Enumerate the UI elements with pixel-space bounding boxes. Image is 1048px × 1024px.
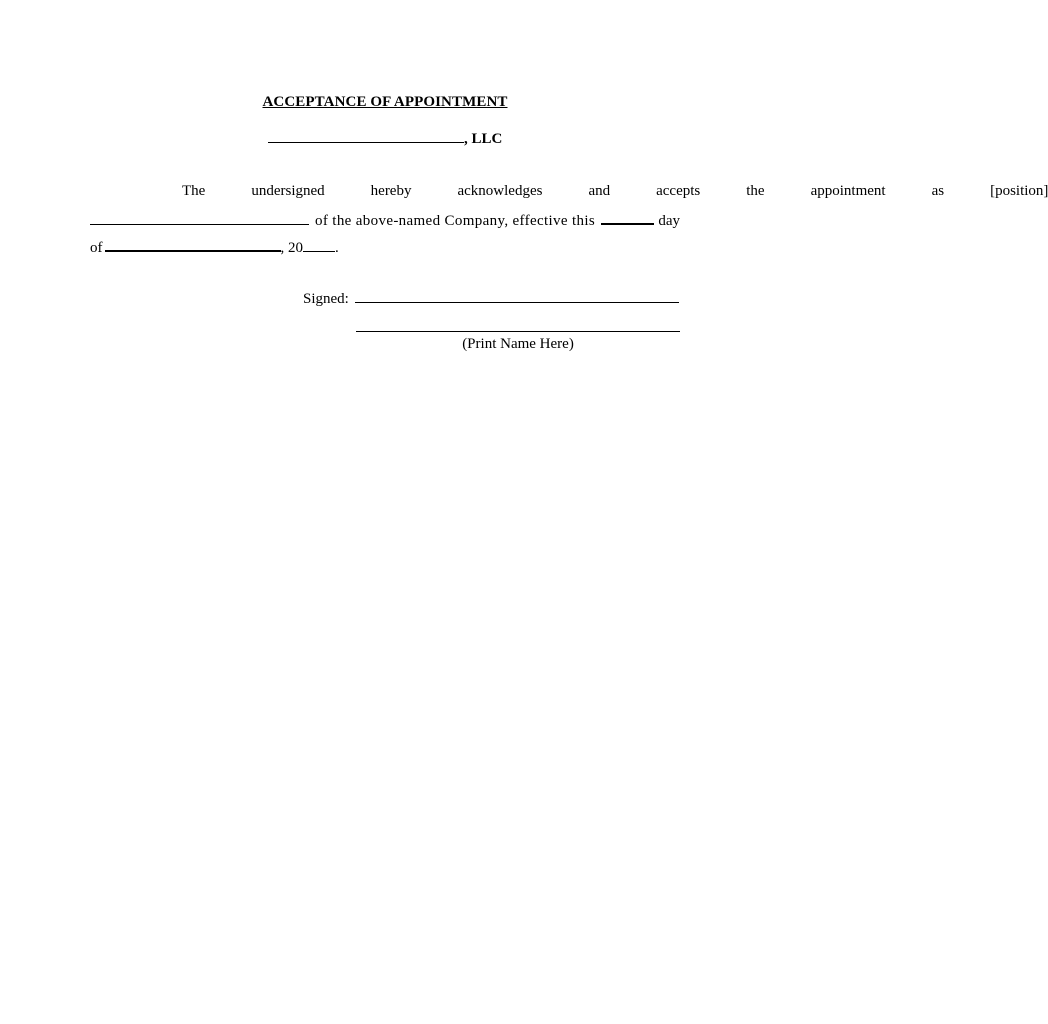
signature-line[interactable] bbox=[355, 290, 679, 303]
company-name-blank[interactable] bbox=[268, 130, 464, 143]
body-line-1 bbox=[90, 183, 1048, 200]
body-line-3 bbox=[90, 238, 339, 257]
day-blank[interactable] bbox=[601, 211, 654, 225]
body-text-company-effective: of the above-named Company, effective this bbox=[315, 213, 596, 229]
body-word: hereby bbox=[370, 183, 412, 199]
body-word: acknowledges bbox=[457, 183, 543, 199]
body-word: undersigned bbox=[251, 183, 325, 199]
year-blank[interactable] bbox=[303, 239, 335, 252]
print-name-label: (Print Name Here) bbox=[462, 336, 574, 352]
body-word: appointment bbox=[810, 183, 886, 199]
body-text-of: of bbox=[90, 240, 103, 256]
month-blank[interactable] bbox=[105, 238, 281, 252]
company-suffix: , LLC bbox=[464, 131, 503, 147]
body-word: accepts bbox=[656, 183, 701, 199]
position-blank[interactable] bbox=[90, 212, 309, 225]
company-name-line bbox=[268, 130, 502, 148]
body-text-period: . bbox=[335, 240, 339, 256]
body-word: The bbox=[182, 183, 206, 199]
body-word: as bbox=[931, 183, 945, 199]
signed-label: Signed: bbox=[303, 291, 349, 307]
print-name-line[interactable] bbox=[356, 330, 680, 332]
body-word: and bbox=[588, 183, 611, 199]
body-word: [position] bbox=[990, 183, 1048, 199]
body-text-year-prefix: , 20 bbox=[280, 240, 303, 256]
body-line-2 bbox=[90, 211, 680, 230]
document-title: ACCEPTANCE OF APPOINTMENT bbox=[262, 94, 508, 110]
body-word: the bbox=[746, 183, 765, 199]
body-text-day: day bbox=[658, 213, 680, 229]
signed-row bbox=[303, 290, 679, 308]
